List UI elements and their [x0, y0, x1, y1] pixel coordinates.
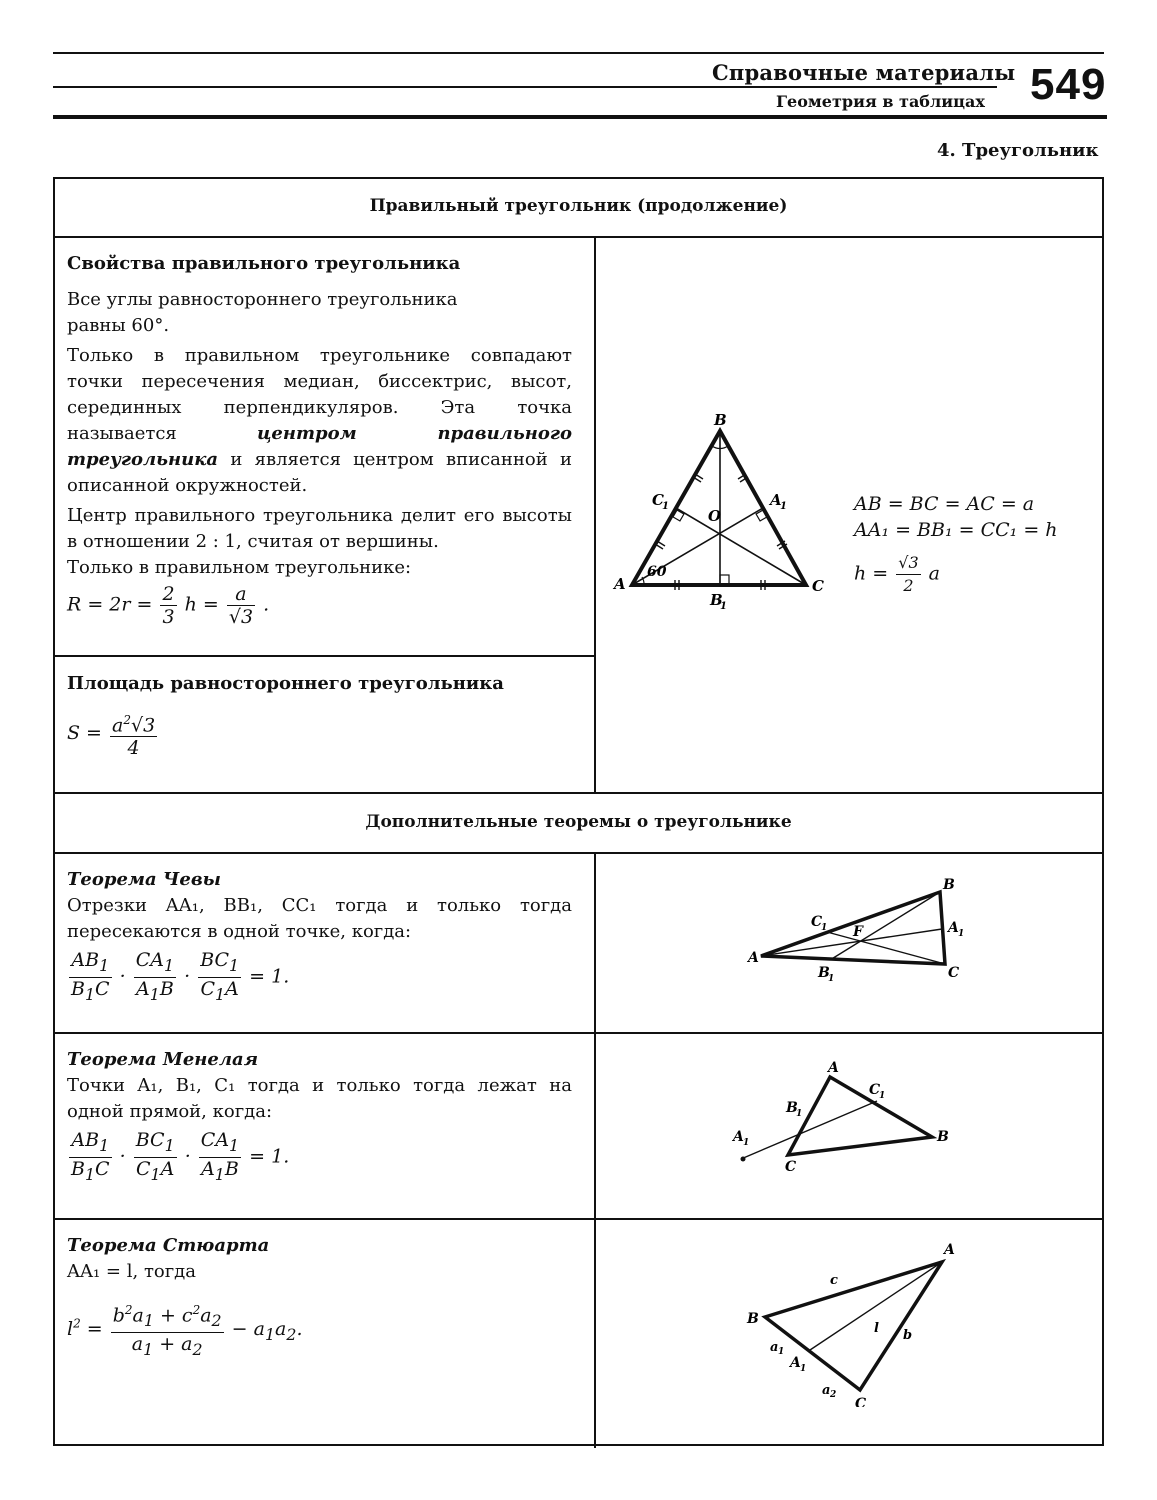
svg-text:C: C: [948, 965, 960, 981]
row-divider: [55, 852, 1102, 854]
radius-formula: R = 2r = $\frac{2}{3}$ h = $\frac{a}{√3}$ .: [67, 583, 270, 628]
svg-text:B: B: [747, 1311, 759, 1327]
svg-text:a: a: [822, 1383, 831, 1398]
header-title: Справочные материалы: [712, 60, 1016, 85]
label-B: B: [714, 411, 727, 429]
label-C1: C: [652, 491, 664, 509]
height-formula: h = $\frac{√3}{2}$ a: [854, 553, 940, 595]
header-bottom-rule: [53, 115, 1107, 119]
properties-heading: Свойства правильного треугольника: [67, 253, 461, 274]
svg-text:C: C: [855, 1396, 867, 1407]
menelaus-cell: [67, 1047, 572, 1186]
menelaus-formula: $\frac{AB_1}{B_1C}$ · $\frac{BC_1}{C_1A}$ · $\frac{CA_1}{A_1B}$ = 1.: [71, 1129, 290, 1184]
svg-text:1: 1: [743, 1138, 750, 1148]
svg-text:1: 1: [662, 501, 669, 512]
svg-text:B: B: [818, 965, 830, 981]
label-B1: B: [710, 591, 723, 609]
svg-text:1: 1: [720, 601, 727, 609]
label-O: O: [708, 507, 722, 525]
band-title-regular: Правильный треугольник (продолжение): [369, 196, 788, 216]
svg-text:A: A: [828, 1060, 839, 1076]
reference-table: [53, 177, 1104, 1446]
svg-text:A: A: [790, 1355, 801, 1371]
top-thin-rule: [53, 52, 1104, 54]
label-angle: 60: [647, 564, 667, 580]
svg-text:C: C: [785, 1159, 797, 1175]
svg-text:A: A: [944, 1242, 955, 1258]
ceva-name: Теорема Чевы: [67, 869, 221, 890]
properties-para2: Только в правильном треугольнике совпадают точки пересечения медиан, биссектрис, высот, серединных перпендикуляров. Эта точка называется центром правильного треугольника и является центром вписанной и описанной окружностей.: [67, 345, 572, 496]
row-divider: [55, 236, 1102, 238]
svg-text:B: B: [786, 1100, 798, 1116]
header-mid-rule: [53, 86, 997, 88]
area-cell: [67, 671, 572, 759]
properties-para3: Центр правильного треугольника делит его высоты в отношении 2 : 1, считая от вершины.: [67, 505, 572, 552]
properties-para1: Все углы равностороннего треугольника равны 60°.: [67, 289, 458, 336]
stewart-figure: [730, 1232, 990, 1407]
svg-text:a: a: [770, 1340, 779, 1355]
svg-text:1: 1: [800, 1364, 807, 1374]
ceva-figure: [745, 874, 985, 989]
svg-text:C: C: [869, 1082, 881, 1098]
svg-text:1: 1: [778, 1347, 785, 1357]
menelaus-name: Теорема Менелая: [67, 1049, 259, 1070]
svg-text:C: C: [811, 914, 823, 930]
stewart-formula: $l^2$ = $\frac{b^2a_1 + c^2a_2}{a_1 + a_2}$ − $a_1a_2$.: [67, 1299, 572, 1361]
page-number: 549: [1030, 60, 1107, 109]
svg-text:A: A: [948, 920, 959, 936]
svg-text:2: 2: [830, 1390, 837, 1400]
menelaus-text: Точки A₁, B₁, C₁ тогда и только тогда лежат на одной прямой, когда:: [67, 1075, 572, 1122]
ceva-cell: [67, 867, 572, 1006]
svg-text:l: l: [874, 1321, 879, 1336]
stewart-cell: [67, 1233, 572, 1361]
svg-text:c: c: [830, 1273, 838, 1288]
properties-cell: [67, 251, 572, 628]
svg-text:A: A: [733, 1129, 744, 1145]
area-heading: Площадь равностороннего треугольника: [67, 673, 504, 694]
row-divider: [55, 655, 596, 657]
band-title-additional: Дополнительные теоремы о треугольнике: [365, 812, 792, 832]
svg-text:1: 1: [828, 974, 835, 984]
svg-text:B: B: [943, 877, 955, 893]
stewart-name: Теорема Стюарта: [67, 1235, 270, 1256]
svg-text:1: 1: [796, 1109, 803, 1119]
stewart-text: AA₁ = l, тогда: [67, 1261, 196, 1282]
ceva-text: Отрезки AA₁, BB₁, CC₁ тогда и только тогда пересекаются в одной точке, когда:: [67, 895, 572, 942]
label-A1: A: [770, 491, 782, 509]
area-formula: S = $\frac{a^2√3}{4}$: [67, 709, 572, 759]
equilateral-figure: [600, 409, 840, 609]
ceva-formula: $\frac{AB_1}{B_1C}$ · $\frac{CA_1}{A_1B}$ · $\frac{BC_1}{C_1A}$ = 1.: [71, 949, 290, 1004]
column-divider: [594, 852, 596, 1448]
svg-text:1: 1: [879, 1091, 886, 1101]
section-title: 4. Треугольник: [937, 140, 1099, 161]
svg-text:F: F: [853, 924, 863, 940]
label-C: C: [812, 577, 824, 595]
row-divider: [55, 1218, 1102, 1220]
row-divider: [55, 1032, 1102, 1034]
menelaus-figure: [725, 1059, 985, 1184]
header-subtitle: Геометрия в таблицах: [776, 92, 985, 111]
properties-para4: Только в правильном треугольнике:: [67, 557, 412, 578]
svg-text:1: 1: [780, 501, 787, 512]
svg-text:B: B: [937, 1129, 949, 1145]
svg-text:b: b: [903, 1328, 913, 1343]
column-divider: [594, 236, 596, 792]
row-divider: [55, 792, 1102, 794]
svg-text:1: 1: [821, 923, 828, 933]
svg-text:A: A: [748, 950, 759, 966]
sides-formula: AB = BC = AC = a: [854, 493, 1035, 515]
label-A: A: [614, 575, 626, 593]
heights-formula: AA₁ = BB₁ = CC₁ = h: [854, 519, 1058, 541]
svg-text:1: 1: [958, 929, 965, 939]
